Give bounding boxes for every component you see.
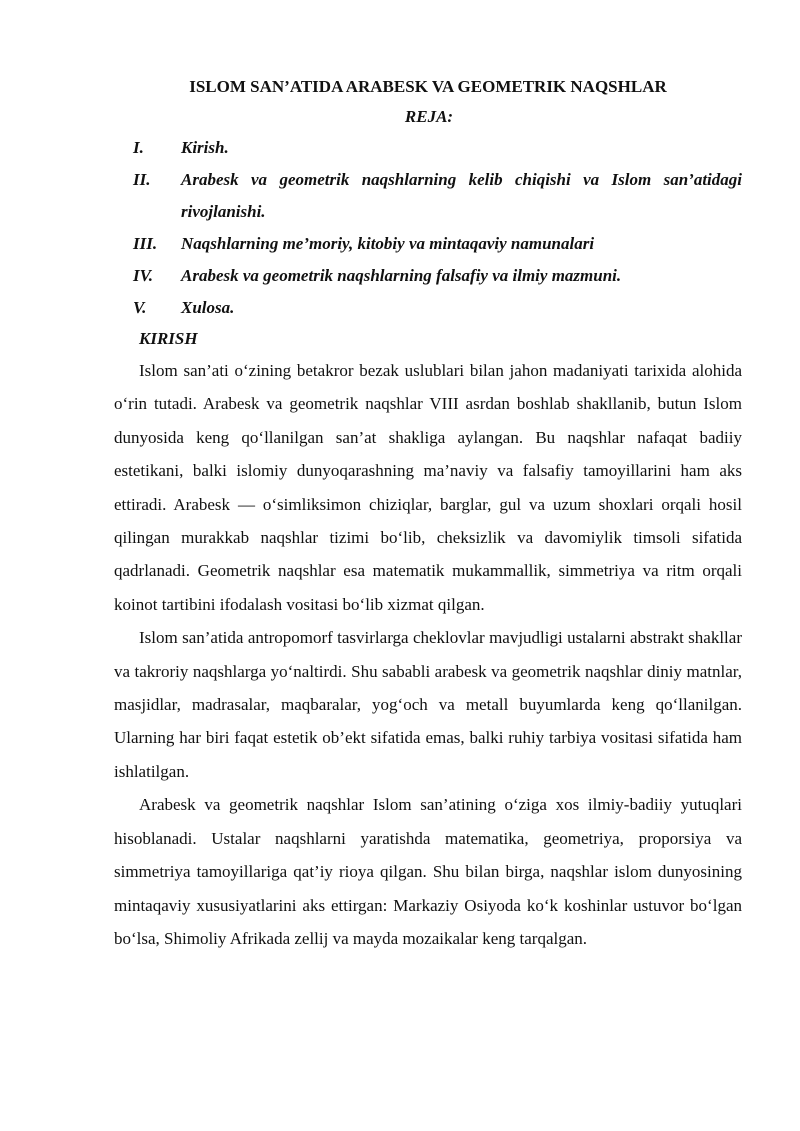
plan-item-text: Naqshlarning me’moriy, kitobiy va mintaqaviy namunalari: [181, 234, 595, 253]
plan-item: [114, 132, 742, 164]
plan-item: [114, 164, 742, 228]
plan-item-text: Kirish.: [181, 138, 229, 157]
plan-item-number: III.: [133, 234, 158, 253]
body-paragraph: Arabesk va geometrik naqshlar Islom san’atining o‘ziga xos ilmiy-badiiy yutuqlari hisoblanadi. Ustalar naqshlarni yaratishda matematika, geometriya, proporsiya va simmetriya tamoyillariga qat’iy rioya qilgan. Shu bilan birga, naqshlar islom dunyosining mintaqaviy xususiyatlarini aks ettirgan: Markaziy Osiyoda ko‘k koshinlar ustuvor bo‘lgan bo‘lsa, Shimoliy Afrikada zellij va mayda mozaikalar keng tarqalgan.: [114, 795, 742, 948]
plan-item: [114, 228, 742, 260]
document-page: [114, 72, 742, 955]
plan-item: [114, 292, 742, 324]
plan-item-number: IV.: [133, 266, 154, 285]
body-paragraph: Islom san’ati o‘zining betakror bezak uslublari bilan jahon madaniyati tarixida alohida o‘rin tutadi. Arabesk va geometrik naqshlar VIII asrdan boshlab shakllanib, butun Islom dunyosida keng qo‘llanilgan san’at shakliga aylangan. Bu naqshlar nafaqat badiiy estetikani, balki islomiy dunyoqarashning ma’naviy va falsafiy tamoyillarini ham aks ettiradi. Arabesk — o‘simliksimon chiziqlar, barglar, gul va uzum shoxlari orqali hosil qilingan murakkab naqshlar tizimi bo‘lib, cheksizlik va davomiylik timsoli sifatida qadrlanadi. Geometrik naqshlar esa matematik mukammallik, simmetriya va ritm orqali koinot tartibini ifodalash vositasi bo‘lib xizmat qilgan.: [114, 361, 742, 614]
plan-item-number: V.: [133, 298, 147, 317]
plan-item-number: II.: [133, 170, 151, 189]
section-heading-kirish: KIRISH: [139, 329, 198, 348]
plan-item-text: Xulosa.: [181, 298, 235, 317]
plan-list: [114, 132, 742, 324]
body-paragraph: Islom san’atida antropomorf tasvirlarga cheklovlar mavjudligi ustalarni abstrakt shakllar va takroriy naqshlarga yo‘naltirdi. Shu sababli arabesk va geometrik naqshlar diniy matnlar, masjidlar, madrasalar, maqbaralar, yog‘och va metall buyumlarda keng qo‘llanilgan. Ularning har biri faqat estetik ob’ekt sifatida emas, balki ruhiy tarbiya vositasi sifatida ham ishlatilgan.: [114, 628, 742, 781]
plan-item-number: I.: [133, 138, 144, 157]
document-title: ISLOM SAN’ATIDA ARABESK VA GEOMETRIK NAQSHLAR: [189, 77, 667, 96]
plan-heading: REJA:: [404, 107, 454, 126]
plan-item: [114, 260, 742, 292]
plan-item-text: Arabesk va geometrik naqshlarning kelib chiqishi va Islom san’atidagi rivojlanishi.: [181, 170, 742, 221]
plan-item-text: Arabesk va geometrik naqshlarning falsafiy va ilmiy mazmuni.: [181, 266, 622, 285]
